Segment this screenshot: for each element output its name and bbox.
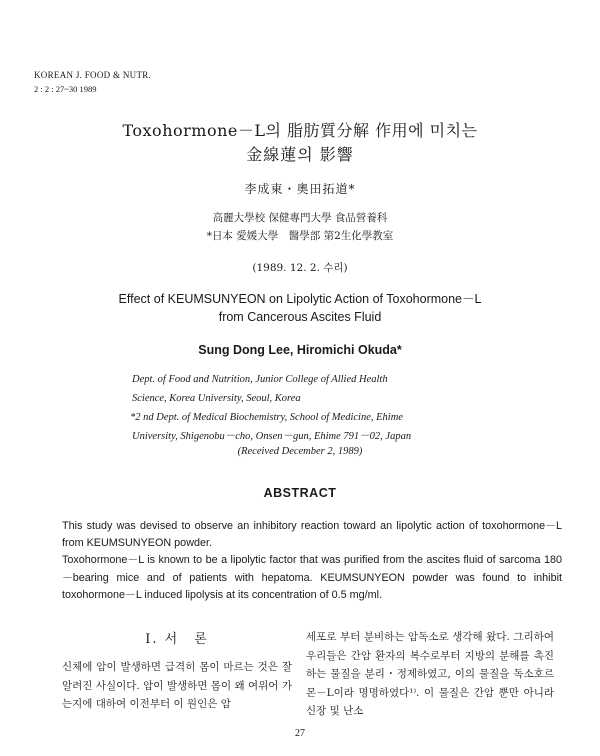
english-affiliation-2: Science, Korea University, Seoul, Korea	[132, 393, 301, 404]
volume-info: 2 : 2 : 27~30 1989	[34, 84, 97, 94]
english-authors: Sung Dong Lee, Hiromichi Okuda*	[198, 343, 402, 357]
english-affiliation-1: Dept. of Food and Nutrition, Junior College of Allied Health	[132, 374, 388, 385]
right-column-text: 세포로 부터 분비하는 암독소로 생각해 왔다. 그리하여 우리들은 간암 환자의 복수로부터 지방의 분해를 촉진하는 물질을 분리・정제하였고, 이의 물질을 독소호르몬－L이라 명명하였다¹⁾. 이 물질은 간암 뿐만 아니라 신장 및 난소	[306, 631, 554, 717]
english-title-line1: Effect of KEUMSUNYEON on Lipolytic Action of Toxohormone－L	[118, 292, 482, 306]
korean-authors: 李成東・奧田拓道*	[244, 182, 356, 196]
page-number: 27	[295, 728, 305, 739]
korean-title-line2: 金線蓮의 影響	[246, 145, 354, 164]
left-column-text: 신체에 암이 발생하면 급격히 몸이 마르는 것은 잘 알려진 사실이다. 암이 발생하면 몸이 왜 여위어 가는지에 대하여 이전부터 이 원인은 암	[62, 661, 292, 710]
english-received-date: (Received December 2, 1989)	[237, 446, 363, 457]
english-affiliation-3: *2 nd Dept. of Medical Biochemistry, School of Medicine, Ehime	[130, 412, 403, 423]
abstract-body	[62, 518, 562, 604]
korean-received-date: (1989. 12. 2. 수리)	[252, 262, 348, 274]
korean-affiliation-1: 高麗大學校 保健專門大學 食品營養科	[212, 212, 388, 224]
korean-affiliation-2: *日本 愛媛大學 醫學部 第2生化學教室	[206, 230, 394, 242]
abstract-paragraph-2: Toxohormone－L is known to be a lipolytic factor that was purified from the ascites fluid of sarcoma 180－bearing mice and of patients with hepatoma. KEUMSUNYEON powder was found to inhibit toxohormone－L induced lipolysis at its concentration of 0.5 mg/ml.	[62, 554, 562, 601]
abstract-heading: ABSTRACT	[263, 486, 337, 500]
section-heading: I. 서 론	[145, 632, 209, 647]
english-title-line2: from Cancerous Ascites Fluid	[218, 310, 382, 324]
english-affiliation-4: University, Shigenobu－cho, Onsen－gun, Ehime 791－02, Japan	[132, 431, 412, 442]
korean-title-line1: Toxohormone－L의 脂肪質分解 作用에 미치는	[122, 121, 478, 140]
journal-name: KOREAN J. FOOD & NUTR.	[34, 70, 152, 80]
abstract-paragraph-1: This study was devised to observe an inhibitory reaction toward an lipolytic action of toxohormone－L from KEUMSUNYEON powder.	[62, 520, 562, 550]
